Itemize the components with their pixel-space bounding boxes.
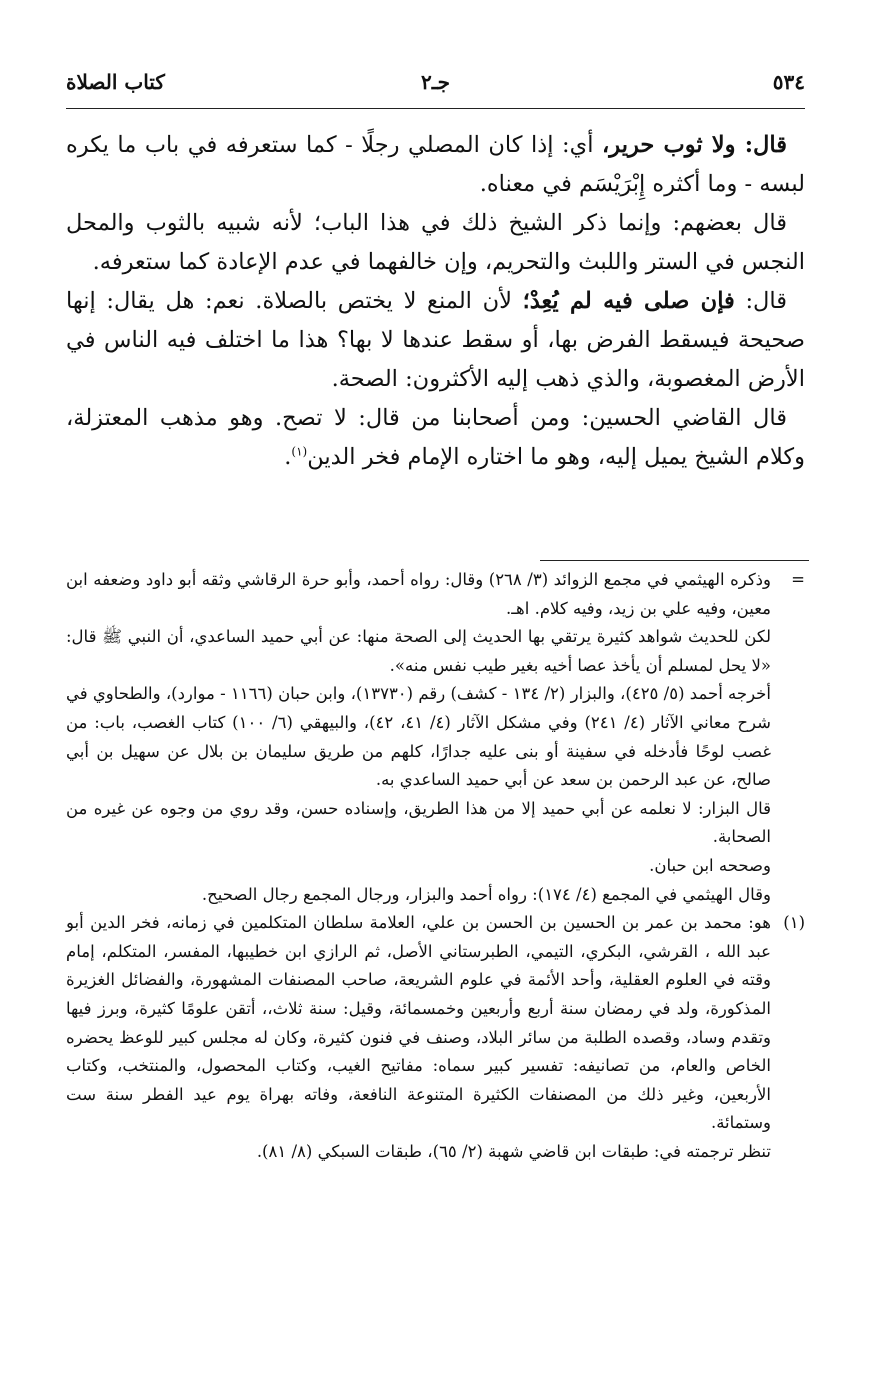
footnote-line: أخرجه أحمد (٥/ ٤٢٥)، والبزار (٢/ ١٣٤ - كشف) رقم (١٣٧٣٠)، وابن حبان (١١٦٦ - موارد)، والطحاوي في شرح معاني الآثار (٤/ ٢٤١) وفي مشكل الآثار (٤/ ٤١، ٤٢)، والبيهقي (٦/ ١٠٠) كتاب الغصب، باب: من غصب لوحًا فأدخله في سفينة أو بنى عليه جدارًا، كلهم من طريق سليمان بن بلال عن سهيل بن أبي صالح، عن عبد الرحمن بن سعد عن أبي حميد الساعدي به. (66, 684, 771, 790)
footnote-line: تنظر ترجمته في: طبقات ابن قاضي شهبة (٢/ ٦٥)، طبقات السبكي (٨/ ٨١). (256, 1141, 771, 1161)
commentary-text: قال: (734, 288, 787, 314)
sentence-end: . (284, 444, 292, 470)
footnote-1 (66, 909, 805, 1166)
footnote-line: قال البزار: لا نعلمه عن أبي حميد إلا من هذا الطريق، وإسناده حسن، وقد روي من وجوه عن غيره من الصحابة. (66, 798, 771, 847)
page-number: ٥٣٤ (772, 70, 805, 94)
commentary-text: قال القاضي الحسين: ومن أصحابنا من قال: لا تصح. وهو مذهب المعتزلة، وكلام الشيخ يميل إليه، وهو ما اختاره الإمام فخر الدين (66, 405, 805, 470)
footnote-line: هو: محمد بن عمر بن الحسين بن الحسن بن علي، العلامة سلطان المتكلمين في زمانه، فخر الدين أبو عبد الله ، القرشي، البكري، التيمي، الطبرستاني الأصل، ثم الرازي ابن خطيبها، المفسر، المتكلم، إمام وقته في العلوم العقلية، وأحد الأئمة في علوم الشريعة، صاحب المصنفات المشهورة، والفضائل الغزيرة المذكورة، ولد في رمضان سنة أربع وأربعين وخمسمائة، وقيل: سنة ثلاث،، أتقن علومًا كثيرة، وبرز فيها وتقدم وساد، وقصده الطلبة من سائر البلاد، وصنف في فنون كثيرة، وكان له مجلس كبير للوعظ يحضره الخاص والعام، من تصانيفه: تفسير كبير سماه: مفاتيح الغيب، وكتاب المحصول، والمنتخب، وكتاب الأربعين، وغير ذلك من المصنفات الكثيرة المتنوعة النافعة، وفاته بهراة يوم عيد الفطر سنة ست وستمائة. (66, 913, 771, 1133)
book-title: كتاب الصلاة (66, 70, 165, 94)
paragraph (66, 126, 805, 204)
header-divider (66, 108, 805, 109)
paragraph (66, 399, 805, 477)
footnote-marker: (١) (783, 913, 805, 933)
footnote-reference: (١) (291, 444, 308, 459)
paragraph: قال بعضهم: وإنما ذكر الشيخ ذلك في هذا الباب؛ لأنه شبيه بالثوب والمحل النجس في الستر واللبث والتحريم، وإن خالفهما في عدم الإعادة كما ستعرفه. (66, 210, 805, 275)
commentary-text: أي: إذا كان المصلي رجلًا - كما ستعرفه في باب ما يكره لبسه - وما أكثره إِبْرَيْسَم في معناه. (66, 132, 805, 197)
footnote-line: وقال الهيثمي في المجمع (٤/ ١٧٤): رواه أحمد والبزار، ورجال المجمع رجال الصحيح. (201, 884, 771, 904)
page-header (66, 70, 805, 110)
quoted-text: قال: ولا ثوب حرير، (602, 132, 787, 158)
continuation-marker: = (791, 570, 805, 589)
footnote-line: لكن للحديث شواهد كثيرة يرتقي بها الحديث إلى الصحة منها: عن أبي حميد الساعدي، أن النبي ﷺ قال: «لا يحل لمسلم أن يأخذ عصا أخيه بغير طيب نفس منه». (66, 627, 771, 675)
footnote-continuation (66, 566, 805, 909)
footnotes (66, 566, 805, 1166)
volume-label: جـ٢ (421, 70, 450, 94)
commentary-text: لأن المنع لا يختص بالصلاة. نعم: هل يقال: إنها صحيحة فيسقط الفرض بها، أو سقط عندها لا بها؟ هذا ما اختلف فيه الناس في الأرض المغصوبة، والذي ذهب إليه الأكثرون: الصحة. (66, 288, 805, 392)
paragraph (66, 282, 805, 399)
main-text (66, 126, 805, 477)
footnote-divider (540, 560, 809, 561)
footnote-line: وصححه ابن حبان. (649, 855, 771, 875)
quoted-text: فإن صلى فيه لم يُعِدْ؛ (522, 288, 735, 314)
footnote-line: وذكره الهيثمي في مجمع الزوائد (٣/ ٢٦٨) وقال: رواه أحمد، وأبو حرة الرقاشي وثقه أبو داود وضعفه ابن معين، وفيه علي بن زيد، وفيه كلام. اهـ. (66, 570, 771, 618)
